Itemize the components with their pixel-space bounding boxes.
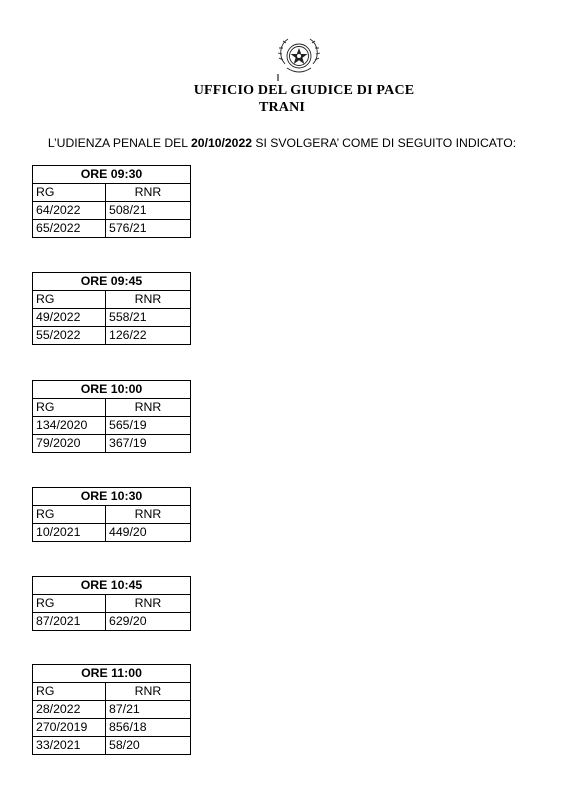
table-row <box>33 435 191 453</box>
table-row <box>33 202 191 220</box>
session-time: ORE 10:30 <box>33 488 191 506</box>
column-header-rg: RG <box>33 595 106 613</box>
table-row <box>33 220 191 238</box>
rg-cell: 87/2021 <box>33 613 106 631</box>
table-row <box>33 737 191 755</box>
hearing-intro <box>0 136 564 150</box>
office-name: UFFICIO DEL GIUDICE DI PACE <box>193 83 415 98</box>
column-header-rg: RG <box>33 683 106 701</box>
rg-cell: 270/2019 <box>33 719 106 737</box>
column-header-rg: RG <box>33 291 106 309</box>
column-header-rnr: RNR <box>106 506 191 524</box>
session-time: ORE 09:30 <box>33 166 191 184</box>
hearing-table <box>32 487 191 542</box>
intro-prefix: L’UDIENZA PENALE DEL <box>47 136 192 150</box>
table-row <box>33 524 191 542</box>
rg-cell: 65/2022 <box>33 220 106 238</box>
rg-cell: 64/2022 <box>33 202 106 220</box>
rnr-cell: 508/21 <box>106 202 191 220</box>
column-header-rg: RG <box>33 184 106 202</box>
rnr-cell: 58/20 <box>106 737 191 755</box>
column-header-rnr: RNR <box>106 399 191 417</box>
hearing-table <box>32 272 191 345</box>
column-header-rg: RG <box>33 506 106 524</box>
italian-republic-emblem-icon <box>274 34 324 82</box>
column-header-rnr: RNR <box>106 595 191 613</box>
rnr-cell: 565/19 <box>106 417 191 435</box>
table-row <box>33 417 191 435</box>
hearing-table <box>32 380 191 453</box>
rnr-cell: 126/22 <box>106 327 191 345</box>
column-header-rnr: RNR <box>106 184 191 202</box>
rg-cell: 79/2020 <box>33 435 106 453</box>
session-time: ORE 10:00 <box>33 381 191 399</box>
rg-cell: 49/2022 <box>33 309 106 327</box>
rnr-cell: 367/19 <box>106 435 191 453</box>
table-row <box>33 327 191 345</box>
column-header-rnr: RNR <box>106 683 191 701</box>
column-header-rnr: RNR <box>106 291 191 309</box>
rnr-cell: 558/21 <box>106 309 191 327</box>
rnr-cell: 629/20 <box>106 613 191 631</box>
rnr-cell: 449/20 <box>106 524 191 542</box>
column-header-rg: RG <box>33 399 106 417</box>
rg-cell: 55/2022 <box>33 327 106 345</box>
hearing-table <box>32 576 191 631</box>
rg-cell: 10/2021 <box>33 524 106 542</box>
session-time: ORE 11:00 <box>33 665 191 683</box>
rg-cell: 33/2021 <box>33 737 106 755</box>
rnr-cell: 856/18 <box>106 719 191 737</box>
hearing-date: 20/10/2022 <box>191 136 253 150</box>
rg-cell: 28/2022 <box>33 701 106 719</box>
rnr-cell: 87/21 <box>106 701 191 719</box>
hearing-table <box>32 664 191 755</box>
session-time: ORE 10:45 <box>33 577 191 595</box>
table-row <box>33 701 191 719</box>
session-time: ORE 09:45 <box>33 273 191 291</box>
intro-suffix: SI SVOLGERA’ COME DI SEGUITO INDICATO: <box>252 136 517 150</box>
hearing-table <box>32 165 191 238</box>
table-row <box>33 719 191 737</box>
rg-cell: 134/2020 <box>33 417 106 435</box>
office-city: TRANI <box>258 100 306 115</box>
table-row <box>33 613 191 631</box>
table-row <box>33 309 191 327</box>
rnr-cell: 576/21 <box>106 220 191 238</box>
